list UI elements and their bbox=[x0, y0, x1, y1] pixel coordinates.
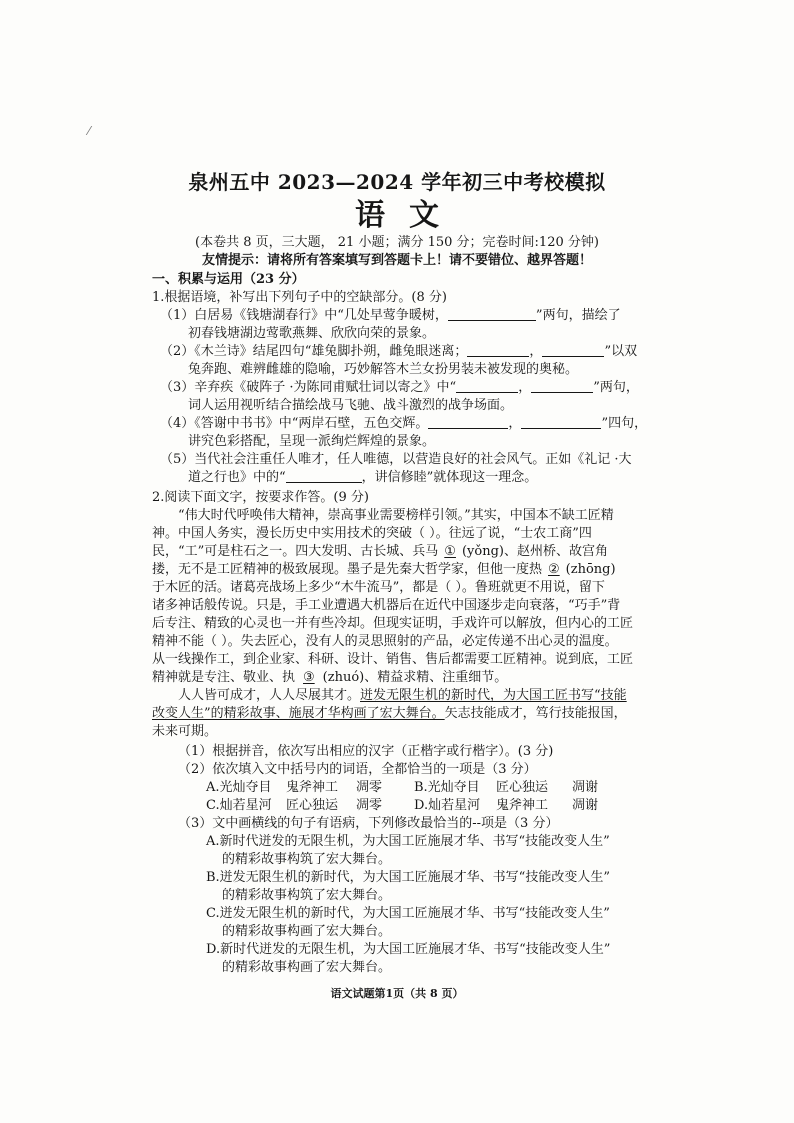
q2-sub1: （1）根据拼音，依次写出相应的汉字（正楷字或行楷字）。(3 分) bbox=[178, 744, 554, 759]
option-a-word2: 鬼斧神工 bbox=[286, 780, 339, 795]
option-c-word3: 凋零 bbox=[356, 798, 383, 813]
q1-item3-line1 bbox=[160, 379, 639, 396]
option-d-word1: D.灿若星河 bbox=[414, 798, 481, 813]
text: ”以双 bbox=[604, 344, 638, 359]
answer-blank bbox=[467, 343, 529, 357]
text: (yǒng)、赵州桥、故宫角 bbox=[461, 544, 608, 559]
text: 道之行也》中的“ bbox=[188, 470, 286, 485]
section-heading: 一、积累与运用（23 分） bbox=[152, 272, 305, 287]
underlined-sentence: 改变人生”的精彩故事、施展才华构画了宏大舞台。 bbox=[152, 706, 445, 721]
q1-item2-line2: 兔奔跑、难辨雌雄的隐喻，巧妙解答木兰女扮男装未被发现的奥秘。 bbox=[188, 362, 579, 377]
option-b-word1: B.光灿夺目 bbox=[414, 780, 480, 795]
text: ”两句，描绘了 bbox=[535, 308, 621, 323]
exam-title: 泉州五中 2023—2024 学年初三中考校模拟 bbox=[188, 170, 606, 194]
passage-line: 后专注、精致的心灵也一并有些冷却。但现实证明，手戏许可以解放，但内心的工匠 bbox=[152, 616, 634, 631]
passage-line: 从一线操作工，到企业家、科研、设计、销售、售后都需要工匠精神。说到底，工匠 bbox=[152, 652, 634, 667]
blank-marker-3: ③ bbox=[303, 670, 315, 685]
q2-sub2-options-ab bbox=[206, 779, 598, 796]
answer-blank bbox=[286, 469, 362, 483]
option-c-line1: C.迸发无限生机的新时代，为大国工匠施展才华、书写“技能改变人生” bbox=[206, 906, 610, 921]
exam-info: (本卷共 8 页，三大题， 21 小题；满分 150 分；完卷时间:120 分钟) bbox=[195, 235, 599, 250]
text: （1）白居易《钱塘湖春行》中“几处早莺争暖树， bbox=[160, 308, 448, 323]
text: （4）《答谢中书书》中“两岸石壁，五色交辉。 bbox=[160, 416, 429, 431]
passage-line: 精神不能（ ）。失去匠心，没有人的灵思照射的产品，必定传递不出心灵的温度。 bbox=[152, 634, 618, 649]
text: (zhōng) bbox=[565, 562, 616, 577]
text: （3）辛弃疾《破阵子 ·为陈同甫赋壮词以寄之》中“ bbox=[160, 380, 457, 395]
option-b-line1: B.迸发无限生机的新时代，为大国工匠施展才华、书写“技能改变人生” bbox=[206, 870, 610, 885]
q1-item1-line2: 初春钱塘湖边莺歌燕舞、欣欣向荣的景象。 bbox=[188, 326, 436, 341]
passage-line: 诸多神话般传说。只是，手工业遭遇大机器后在近代中国逐步走向衰落，“巧手”背 bbox=[152, 598, 621, 613]
answer-blank bbox=[531, 379, 593, 393]
text: 人人皆可成才，人人尽展其才。 bbox=[178, 688, 361, 703]
q2-sub3: （3）文中画横线的句子有语病，下列修改最恰当的--项是（3 分） bbox=[178, 816, 559, 831]
passage-line bbox=[178, 687, 627, 704]
passage-line bbox=[152, 669, 507, 686]
q2-sub2-options-cd bbox=[206, 797, 598, 814]
text: 精神就是专注、敬业、执 bbox=[152, 670, 296, 685]
option-d-line2: 的精彩故事构画了宏大舞台。 bbox=[222, 960, 392, 975]
text: ，讲信修睦”就体现这一理念。 bbox=[361, 470, 538, 485]
blank-marker-2: ② bbox=[548, 562, 560, 577]
passage-line: 神。中国人务实，漫长历史中实用技术的突破（ ）。往远了说，“士农工商”四 bbox=[152, 526, 592, 541]
text: 矢志技能成才，笃行技能报国， bbox=[444, 706, 627, 721]
option-c-word1: C.灿若星河 bbox=[206, 798, 272, 813]
option-b-line2: 的精彩故事构筑了宏大舞台。 bbox=[222, 888, 392, 903]
text: ”两句， bbox=[593, 380, 639, 395]
option-d-word2: 鬼斧神工 bbox=[496, 798, 549, 813]
text: ， bbox=[529, 344, 543, 359]
option-c-line2: 的精彩故事构画了宏大舞台。 bbox=[222, 924, 392, 939]
q1-stem: 1.根据语境，补写出下列句子中的空缺部分。(8 分) bbox=[152, 290, 447, 305]
option-a-word3: 凋零 bbox=[356, 780, 383, 795]
q1-item4-line2: 讲究色彩搭配，呈现一派绚烂辉煌的景象。 bbox=[188, 434, 436, 449]
subject-title: 语文 bbox=[355, 198, 463, 233]
page-footer: 语文试题第1页（共 8 页） bbox=[330, 987, 464, 1000]
q2-stem: 2.阅读下面文字，按要求作答。(9 分) bbox=[152, 490, 369, 505]
text: 民，“工”可是柱石之一。四大发明、古长城、兵马 bbox=[152, 544, 439, 559]
passage-line: “伟大时代呼唤伟大精神，崇高事业需要榜样引领。”其实，中国本不缺工匠精 bbox=[178, 508, 614, 523]
blank-marker-1: ① bbox=[444, 544, 456, 559]
option-d-word3: 凋谢 bbox=[572, 798, 599, 813]
option-c-word2: 匠心独运 bbox=[286, 798, 339, 813]
text: ”四句， bbox=[601, 416, 648, 431]
option-b-word3: 凋谢 bbox=[572, 780, 599, 795]
friendly-tip: 友情提示：请将所有答案填写到答题卡上！请不要错位、越界答题！ bbox=[201, 253, 592, 268]
scan-mark: ⁄ bbox=[88, 124, 91, 138]
option-a-line2: 的精彩故事构筑了宏大舞台。 bbox=[222, 852, 392, 867]
answer-blank bbox=[521, 415, 601, 429]
underlined-sentence: 迸发无限生机的新时代，为大国工匠书写“技能 bbox=[360, 688, 627, 703]
q1-item3-line2: 词人运用视听结合描绘战马飞驰、战斗激烈的战争场面。 bbox=[188, 398, 514, 413]
option-b-word2: 匠心独运 bbox=[496, 780, 549, 795]
text: （2）《木兰诗》结尾四句“雄兔脚扑朔，雌兔眼迷离； bbox=[160, 344, 468, 359]
q1-item2-line1 bbox=[160, 343, 637, 360]
option-a-word1: A.光灿夺目 bbox=[206, 780, 272, 795]
answer-blank bbox=[542, 343, 604, 357]
text: ， bbox=[508, 416, 522, 431]
q1-item4-line1 bbox=[160, 415, 647, 432]
passage-line: 于木匠的活。诸葛亮战场上多少“木牛流马”，都是（ ）。鲁班就更不用说，留下 bbox=[152, 580, 605, 595]
q1-item5-line1: （5）当代社会注重任人唯才，任人唯德，以营造良好的社会风气。正如《礼记 ·大 bbox=[160, 452, 632, 467]
q2-sub2: （2）依次填入文中括号内的词语，全都恰当的一项是（3 分） bbox=[178, 762, 537, 777]
q1-item1-line1 bbox=[160, 307, 621, 324]
q1-item5-line2 bbox=[188, 469, 537, 486]
option-a-line1: A.新时代迸发的无限生机，为大国工匠施展才华、书写“技能改变人生” bbox=[206, 834, 610, 849]
answer-blank bbox=[428, 415, 508, 429]
passage-line bbox=[152, 561, 616, 578]
text: 搂，无不是工匠精神的极致展现。墨子是先秦大哲学家，但他一度热 bbox=[152, 562, 543, 577]
passage-line bbox=[152, 705, 627, 722]
passage-line bbox=[152, 543, 608, 560]
answer-blank bbox=[448, 307, 536, 321]
passage-line: 未来可期。 bbox=[152, 724, 218, 739]
text: (zhuó)、精益求精、注重细节。 bbox=[322, 670, 508, 685]
option-d-line1: D.新时代迸发的无限生机，为大国工匠施展才华、书写“技能改变人生” bbox=[206, 942, 611, 957]
answer-blank bbox=[456, 379, 518, 393]
text: ， bbox=[518, 380, 532, 395]
